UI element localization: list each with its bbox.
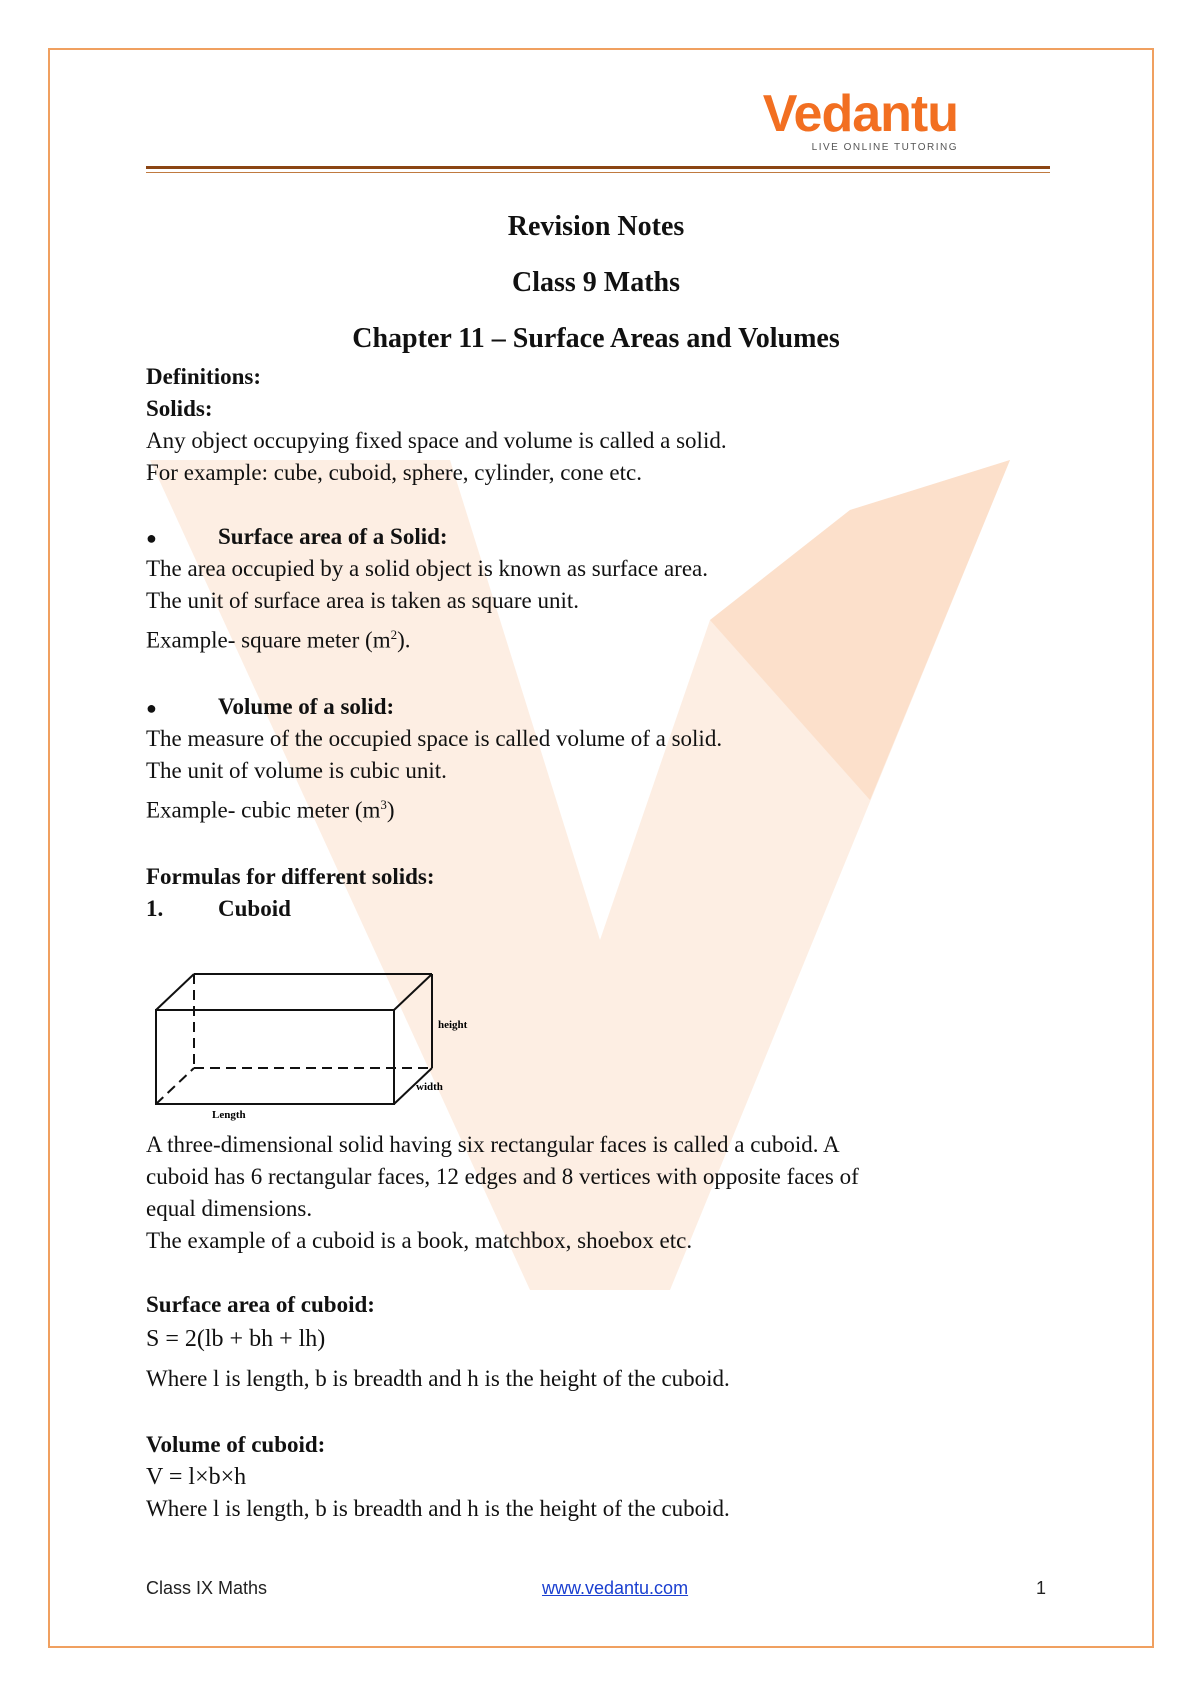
brand-name: Vedantu (762, 85, 958, 143)
length-label: Length (212, 1109, 246, 1121)
cuboid-desc-4: The example of a cuboid is a book, matchbox, shoebox etc. (146, 1228, 693, 1253)
surface-example-unit: (m (365, 627, 391, 653)
page-number: 1 (1036, 1578, 1047, 1598)
surface-area-formula: S = 2(lb + bh + lh) (146, 1326, 326, 1352)
volume-heading: Volume of a solid: (218, 694, 395, 719)
brand-logo (763, 86, 958, 153)
surface-text-1: The area occupied by a solid object is known as surface area. (146, 556, 708, 581)
cuboid-desc-3: equal dimensions. (146, 1196, 313, 1221)
volume-example-sup: 3 (380, 797, 387, 812)
doc-subtitle: Class 9 Maths (511, 267, 680, 298)
surface-area-where: Where l is length, b is breadth and h is the height of the cuboid. (146, 1366, 730, 1391)
solids-text-2: For example: cube, cuboid, sphere, cylinder, cone etc. (146, 460, 642, 485)
volume-bullet (146, 692, 394, 723)
surface-example-text: Example- square meter (146, 627, 360, 653)
bullet-icon: ● (146, 698, 157, 718)
cuboid-desc-2: cuboid has 6 rectangular faces, 12 edges and 8 vertices with opposite faces of (146, 1164, 859, 1189)
surface-area-bullet (146, 522, 448, 553)
footer-website-link[interactable]: www.vedantu.com (542, 1578, 689, 1598)
brand-tagline: LIVE ONLINE TUTORING (811, 142, 958, 153)
footer-label: Class IX Maths (146, 1578, 268, 1598)
surface-area-cuboid-heading: Surface area of cuboid: (146, 1292, 375, 1317)
cuboid-desc-1: A three-dimensional solid having six rectangular faces is called a cuboid. A (146, 1132, 840, 1157)
chapter-title: Chapter 11 – Surface Areas and Volumes (352, 323, 840, 354)
volume-text-2: The unit of volume is cubic unit. (146, 758, 447, 783)
height-label: height (438, 1019, 468, 1031)
solids-text-1: Any object occupying fixed space and volume is called a solid. (146, 428, 727, 453)
cuboid-diagram (154, 972, 474, 1122)
surface-example (146, 620, 411, 656)
volume-example-unit: (m (354, 797, 381, 823)
width-label: width (416, 1081, 443, 1093)
header-rule (146, 166, 1050, 169)
item-number: 1. (146, 896, 164, 921)
volume-formula: V = l×b×h (146, 1464, 247, 1490)
volume-example-close: ) (386, 797, 395, 823)
formulas-heading: Formulas for different solids: (146, 864, 435, 889)
surface-example-close: ). (397, 627, 411, 653)
cuboid-front-face (156, 1010, 394, 1104)
header-rule-thin (146, 172, 1050, 173)
cuboid-edge (394, 974, 432, 1010)
surface-text-2: The unit of surface area is taken as square unit. (146, 588, 579, 613)
surface-example-sup: 2 (390, 627, 398, 642)
volume-example-text: Example- cubic meter (146, 797, 350, 823)
surface-area-heading: Surface area of a Solid: (218, 524, 448, 549)
solids-heading: Solids: (146, 396, 213, 421)
item-title: Cuboid (218, 896, 291, 921)
volume-example (146, 790, 395, 826)
definitions-heading: Definitions: (146, 364, 261, 389)
doc-title: Revision Notes (507, 211, 685, 242)
cuboid-edge (156, 974, 194, 1010)
cuboid-item (146, 894, 291, 924)
bullet-icon: ● (146, 528, 157, 548)
cuboid-hidden-edge (156, 1068, 194, 1104)
volume-cuboid-heading: Volume of cuboid: (146, 1432, 326, 1457)
volume-text-1: The measure of the occupied space is called volume of a solid. (146, 726, 723, 751)
volume-where: Where l is length, b is breadth and h is the height of the cuboid. (146, 1496, 730, 1521)
